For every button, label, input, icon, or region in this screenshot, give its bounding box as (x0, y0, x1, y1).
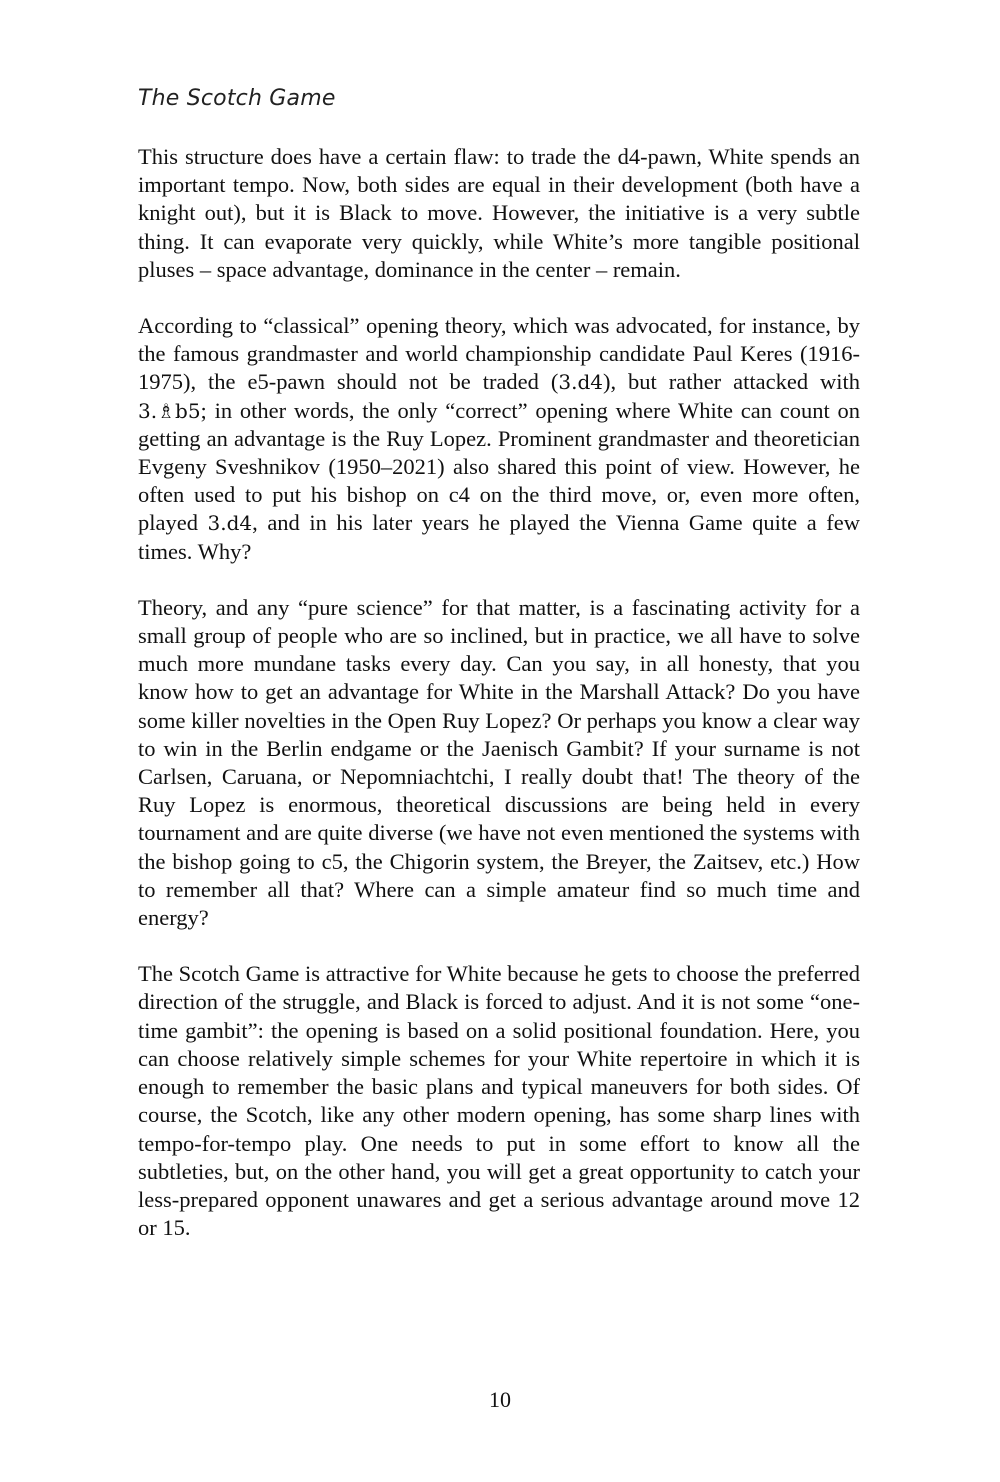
paragraph-3: Theory, and any “pure science” for that matter, is a fascinating activity for a small group of people who are so inclined, but in practice, we all have to solve much more mundane tasks every day. Can you say, in all honesty, that you know how to get an advantage for White in the Marshall Attack? Do you have some killer novelties in the Open Ruy Lopez? Or perhaps you know a clear way to win in the Berlin endgame or the Jaenisch Gambit? If your surname is not Carlsen, Caruana, or Nepomniachtchi, I really doubt that! The theory of the Ruy Lopez is enormous, theoretical discussions are being held in every tournament and are quite diverse (we have not even mentioned the systems with the bishop going to c5, the Chigorin system, the Breyer, the Zaitsev, etc.) How to remember all that? Where can a simple amateur find so much time and energy? (138, 594, 860, 931)
running-head-title: The Scotch Game (138, 86, 336, 111)
page-number: 10 (489, 1387, 511, 1412)
chess-move-notation: 3.d4 (207, 511, 253, 536)
paragraph-1: This structure does have a certain flaw: to trade the d4-pawn, White spends an important tempo. Now, both sides are equal in their development (both have a knight out), but it is Black to move. However, the initiative is a very subtle thing. It can evaporate very quickly, while White’s more tangible positional pluses – space advantage, dominance in the center – remain. (138, 144, 860, 282)
paragraph-2-text-d: , and in his later years he played the Vienna Game quite a few times. Why? (138, 510, 860, 564)
paragraph-2-text-a: According to “classical” opening theory, which was advocated, for instance, by the famous grandmaster and world championship candidate Paul Keres (1916-1975), the e5-pawn should not be traded ( (138, 313, 860, 395)
chess-move-notation: 3.d4 (558, 370, 603, 395)
chess-move-notation-bishop: 3.♗b5 (138, 398, 201, 423)
paragraph-2 (138, 312, 860, 566)
paragraph-2-text-c: ; in other words, the only “correct” opening where White can count on getting an advantage is the Ruy Lopez. Prominent grandmaster and theoretician Evgeny Sveshnikov (1950–2021) also shared this point of view. However, he often used to put his bishop on c4 on the third move, or, even more often, played (138, 397, 860, 536)
body-text (138, 143, 860, 1270)
paragraph-2-text-b: ), but rather attacked with (602, 369, 861, 395)
paragraph-4: The Scotch Game is attractive for White because he gets to choose the preferred direction of the struggle, and Black is forced to adjust. And it is not some “one-time gambit”: the opening is based on a solid positional foundation. Here, you can choose relatively simple schemes for your White repertoire in which it is enough to remember the basic plans and typical maneuvers for both sides. Of course, the Scotch, like any other modern opening, has some sharp lines with tempo-for-tempo play. One needs to put in some effort to know all the subtleties, but, on the other hand, you will get a great opportunity to catch your less-prepared opponent unawares and get a serious advantage around move 12 or 15. (138, 961, 860, 1241)
